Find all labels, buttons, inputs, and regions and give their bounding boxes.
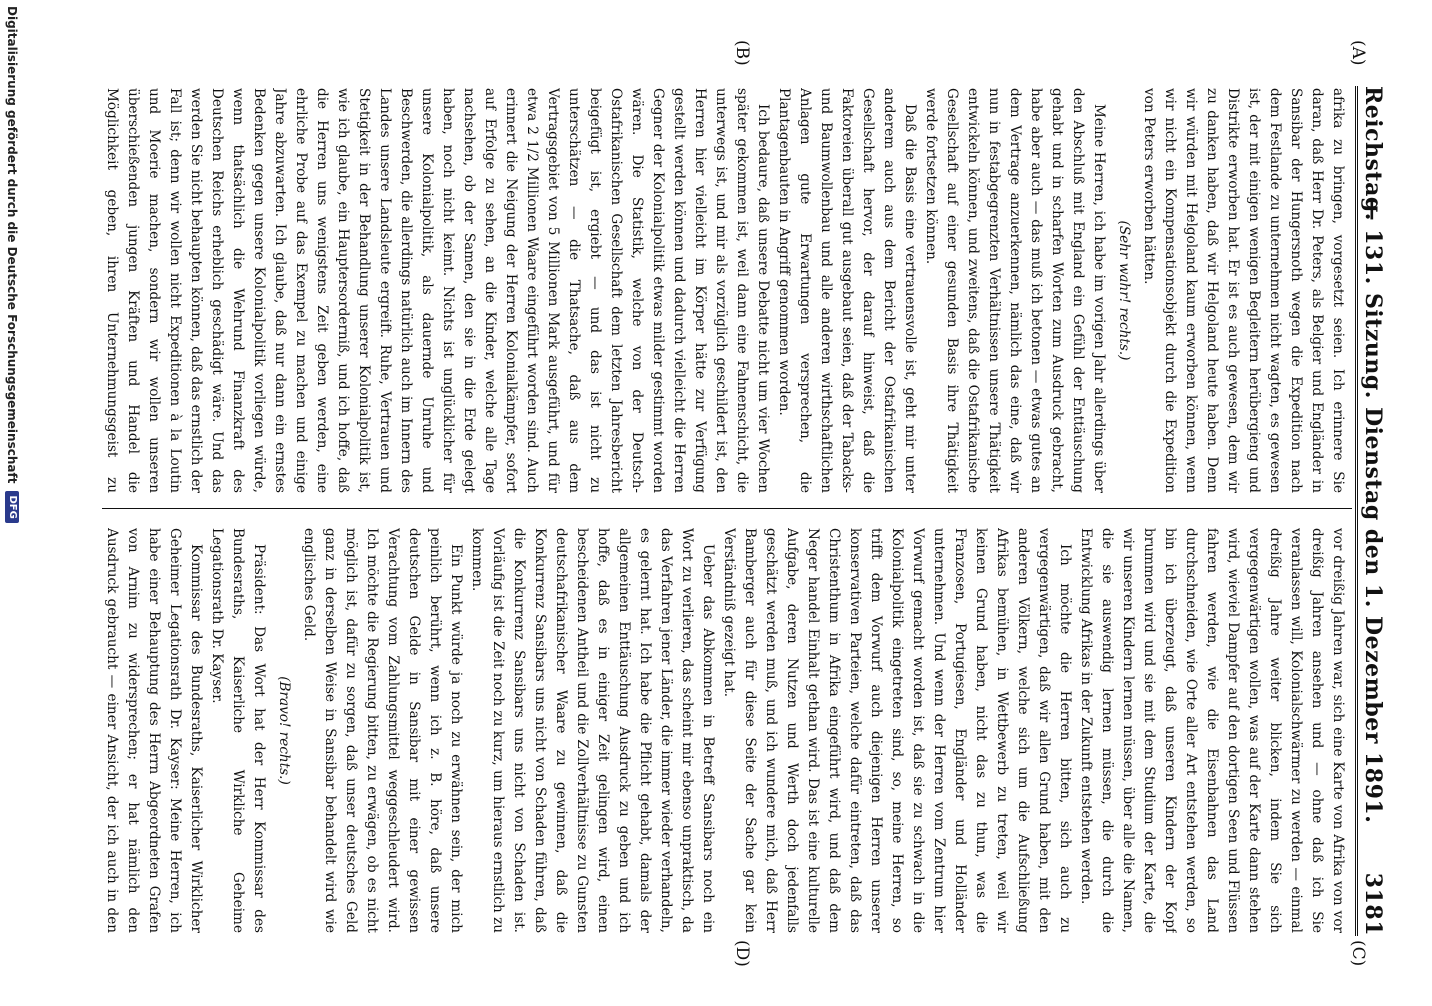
speaker-paragraph: Kommissar des Bundesraths, Kaiserlicher Wirklicher Geheimer Legationsrath Dr. Kayser: Meine Herren, ich habe einer Behauptung des Herrn Abgeordneten Grafen von Arnim zu widersprechen; er hat nämlich den Ausdruck gebraucht — einer Ansicht, der ich auch in den xyxy=(104,528,204,933)
stage-direction: (Bravo! rechts.) xyxy=(276,676,292,785)
stage-direction: (Sehr wahr! rechts.) xyxy=(1116,220,1132,361)
paragraph: Ein Punkt würde ja noch zu erwähnen sein, der mich peinlich berührt, wenn ich z. B. höre, daß unsere deutschen Gelde in Sansibar mit einer gewissen Verachtung vom Zahlungsmittel weggeschleudert wird. Ich möchte die Regierung bitten, zu erwägen, ob es nicht möglich ist, dafür zu sorgen, daß unser deutsches Geld ganz in derselben Weise in Sansibar behandelt wird wie englisches Geld. xyxy=(301,528,464,933)
paragraph: Meine Herren, ich habe im vorigen Jahr allerdings über den Abschluß mit England ein Gefühl der Enttäuschung gehabt und in scharfen Worten zum Ausdruck gebracht, habe aber auch — das muß ich betonen — etwas gutes an dem Vertrage anzuerkennen, nämlich das eine, daß wir nun in festabgegrenzten Verhältnissen unsere Thätigkeit entwickeln können, und zweitens, daß die Ostafrikanische Gesellschaft auf einer gesunden Basis ihre Thätigkeit werde fortsetzen können. xyxy=(923,88,1107,493)
paragraph: Ich möchte die Herren bitten, sich auch zu vergegenwärtigen, daß wir allen Grund haben, mit den anderen Völkern, welche sich um die Aufschließung Afrikas bemühen, in Wettbewerb zu treten, weil wir keinen Grund haben, nicht das zu thun, was die Franzosen, Portugiesen, Engländer und Holländer unternehmen. Und wenn der Herren vom Zentrum hier Vorwurf gemacht worden ist, daß sie zu schwach in die Kolonialpolitik eingetreten sind, so, meine Herren, so trifft dem Vorwurf auch diejenigen Herren unserer konservativen Parteien, welche dafür eintreten, daß das Christenthum in Afrika eingeführt wird, und daß dem Neger handel Einhalt gethan wird. Das ist eine kulturelle Aufgabe, deren Nutzen und Werth doch jedenfalls geschätzt werden muß, und ich wundere mich, daß Herr Bamberger auch für diese Seite der Sache gar kein Verständniß gezeigt hat. xyxy=(721,528,1073,933)
footer-credit: Digitalisierung gefördert durch die Deutsche Forschungsgemeinschaft xyxy=(5,6,19,484)
page-number: 3181 xyxy=(1360,872,1386,936)
speaker-paragraph: Präsident: Das Wort hat der Herr Kommissar des Bundesraths, Kaiserliche Wirkliche Geheime Legationsrath Dr. Kayser. xyxy=(209,528,267,933)
page-header xyxy=(1355,86,1388,936)
paragraph: Ueber das Abkommen in Betreff Sansibars noch ein Wort zu verlieren, das scheint mir ebenso unpraktisch, da das Verfahren jener Länder, die immer wieder verhandeln, es gelernt hat. Ich habe die Pflicht gehabt, damals der allgemeinen Enttäuschung Ausdruck zu geben und ich hoffe, daß es in einiger Zeit gelingen wird, einen bescheidenen Antheil und die Zollverhältnisse zu Gunsten deutschafrikanischer Waare zu gewinnen, daß die Konkurrenz Sansibars uns nicht von Schaden führen, daß die Konkurrenz Sansibars uns nicht von Schaden ist. Vorläufig ist die Zeit noch zu kurz, um hieraus ernstlich zu kommen. xyxy=(469,528,716,933)
margin-marker-d: (D) xyxy=(732,940,752,967)
paragraph: Daß die Basis eine vertrauensvolle ist, geht mir unter anderem auch aus dem Bericht der Ostafrikanischen Gesellschaft hervor, der darauf hinweist, daß die Faktoreien überall gut ausgebaut seien, daß der Tabacks- und Baumwollenbau und alle anderen wirthschaftlichen Anlagen gute Erwartungen versprechen, die Plantagenbauten in Angriff genommen worden. xyxy=(776,88,918,493)
paragraph: Ich bedaure, daß unsere Debatte nicht um vier Wochen später gekommen ist, weil dann eine Fahnenschicht, die unterwegs ist, und mir als vorzüglich geschildert ist, den Herren hier vielleicht im Körper hätte zur Verfügung gestellt werden können und dadurch vielleicht die Herren Gegner der Kolonialpolitik etwas milder gestimmt worden wären. Die Statistik, welche von der Deutsch-Ostafrikanischen Gesellschaft dem letzten Jahresbericht beigefügt ist, ergiebt — und das ist nicht zu unterschätzen — die Thatsache, daß aus dem Vertragsgebiet von 5 Millionen Mark ausgeführt, und für etwa 2 1/2 Millionen Waare eingeführt worden sind. Auch erinnert die Neigung der Herren Kolonialkämpfer, sofort auf Erfolge zu sehen, an die Kinder, welche alle Tage nachsehen, ob der Samen, den sie in die Erde gelegt haben, noch nicht keimt. Nichts ist unglücklicher für unsere Kolonialpolitik, als dauernde Unruhe und Beschwerden, die allerdings natürlich auch im Innern des Landes unsere Landsleute ergreift. Ruhe, Vertrauen und Stetigkeit in der Behandlung unserer Kolonialpolitik ist, wie ich glaube, ein Hauptersorderniß, und ich hoffe, daß die Herren uns wenigstens Zeit geben werden, eine ehrliche Probe auf das Exempel zu machen und einige Jahre abzuwarten. Ich glaube, daß nur dann ein ernstes Bedenken gegen unsere Kolonialpolitik vorliegen würde, wenn thatsächlich die Wehrund Finanzkraft des Deutschen Reichs erheblich geschädigt wäre. Und das werden Sie nicht behaupten können, daß das ernstlich der Fall ist; denn wir wollen nicht Expeditionen à la Loutin und Moerie machen, sondern wir wollen unseren überschießenden jungen Kräften und Handel die Möglichkeit geben, ihren Unternehmungsgeist zu xyxy=(104,88,771,493)
header-session: — 131. Sitzung. Dienstag den 1. Dezember 1891. xyxy=(1360,198,1386,824)
margin-marker-a: (A) xyxy=(1348,40,1368,66)
margin-marker-c: (C) xyxy=(1348,940,1368,967)
digitization-footer xyxy=(4,0,20,1006)
header-publication: Reichstag. xyxy=(1360,86,1386,221)
paragraph: vor dreißig Jahren war, sich eine Karte von Afrika von vor dreißig Jahren ansehen und — ohne daß ich Sie veranlassen will, Kolonialschwärmer zu werden — einmal dreißig Jahre weiter blicken, indem Sie sich vergegenwärtigen wollen, was auf der Karte dann stehen wird, wieviel Dampfer auf den dortigen Seen und Flüssen fahren werden, wie die Eisenbahnen das Land durchschneiden, wie Orte aller Art entstehen werden, so bin ich überzeugt, daß unseren Kindern der Kopf brummen wird und sie mit dem Studium der Karte, die wir unseren Kindern lernen müssen, über alle die Namen, die sie auswendig lernen müssen, die durch die Entwicklung Afrikas in der Zukunft entstehen werden. xyxy=(1078,528,1346,933)
right-column xyxy=(98,528,1348,933)
paragraph: afrika zu bringen, vorgesetzt seien. Ich erinnere Sie daran, daß Herr Dr. Peters, als Belgier und Engländer in Sansibar der Hungersnoth wegen die Expedition nach dem Festlande zu unternehmen nicht wagten, es gewesen ist, der mit einigen wenigen Begleitern herübergieng und Distrikte erworben hat. Er ist es auch gewesen, dem wir zu danken haben, daß wir Helgoland heute haben. Denn wir würden mit Helgoland kaum erworben können, wenn wir nicht ein Kompensationsobjekt durch die Expedition von Peters erworben hätten. xyxy=(1141,88,1346,493)
dfg-logo-icon: DFG xyxy=(5,491,19,522)
left-column xyxy=(98,88,1348,493)
column-divider xyxy=(102,508,1352,509)
margin-marker-b: (B) xyxy=(732,40,752,66)
